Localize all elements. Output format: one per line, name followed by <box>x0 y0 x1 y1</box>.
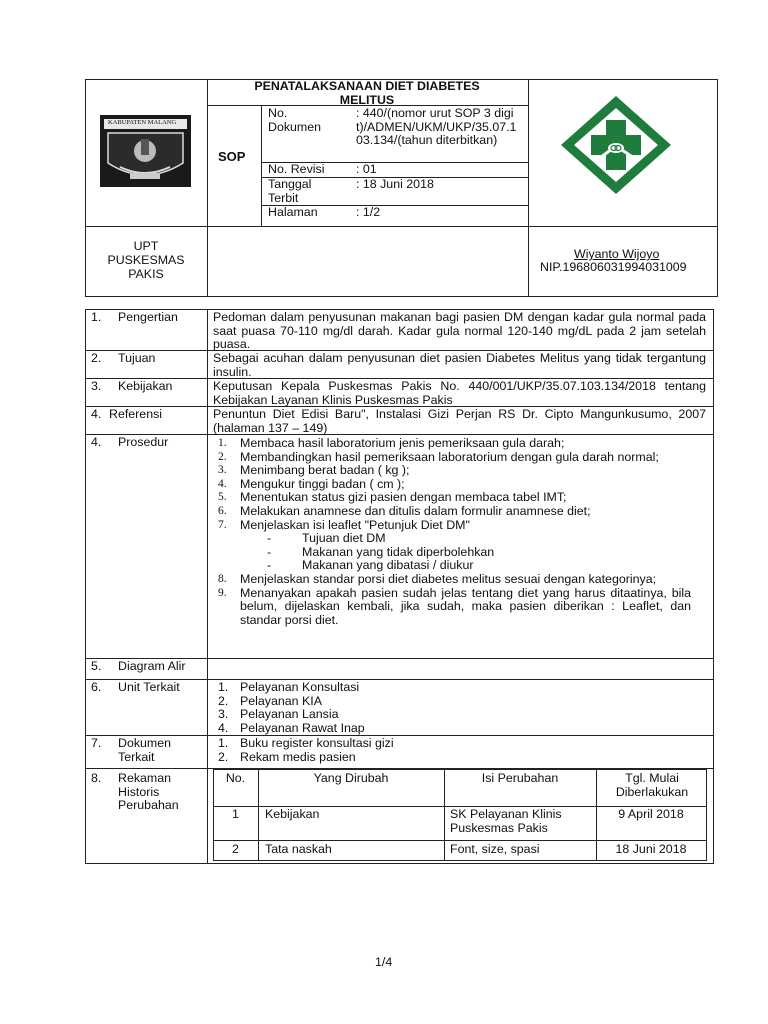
history-cell-tgl: 9 April 2018 <box>618 807 684 821</box>
document-title: PENATALAKSANAAN DIET DIABETES MELITUS <box>254 79 480 107</box>
field-halaman-value: : 1/2 <box>356 205 381 219</box>
field-no-revisi-value: : 01 <box>356 162 377 176</box>
history-cell-isi-perubahan: Font, size, spasi <box>450 842 540 856</box>
field-tanggal-terbit-label: Tanggal Terbit <box>268 177 312 205</box>
prosedur-step: 4. Mengukur tinggi badan ( cm ); <box>218 476 405 491</box>
list-item: 1. Buku register konsultasi gizi <box>218 736 394 750</box>
row-pengertian-num: 1. <box>91 310 102 324</box>
row-tujuan-label: Tujuan <box>118 351 156 365</box>
field-no-revisi-label: No. Revisi <box>268 162 325 176</box>
kabupaten-malang-logo <box>100 115 191 187</box>
list-item: 1. Pelayanan Konsultasi <box>218 680 360 694</box>
row-referensi-num: 4. <box>91 407 102 421</box>
dokumen-terkait-list <box>213 737 691 764</box>
list-item: 4. Pelayanan Rawat Inap <box>218 720 365 735</box>
signer-nip: NIP.196806031994031009 <box>540 260 687 274</box>
history-cell-no: 1 <box>232 807 239 821</box>
row-referensi-label: Referensi <box>109 407 163 421</box>
prosedur-step: 6. Melakukan anamnese dan ditulis dalam formulir anamnese diet; <box>218 503 591 518</box>
history-cell-yang-dirubah: Kebijakan <box>265 807 320 821</box>
history-header-yang-dirubah: Yang Dirubah <box>313 771 389 785</box>
puskesmas-logo <box>557 92 675 199</box>
field-no-dokumen-label: No. Dokumen <box>268 106 322 134</box>
row-rekaman-label: Rekaman Historis Perubahan <box>118 771 179 813</box>
prosedur-step: 2. Membandingkan hasil pemeriksaan laboratorium dengan gula darah normal; <box>218 449 659 464</box>
org-name: UPT PUSKESMAS PAKIS <box>107 239 185 281</box>
prosedur-steps <box>213 437 691 627</box>
row-pengertian-text: Pedoman dalam penyusunan makanan bagi pasien DM dengan kadar gula normal pada saat puasa 70-110 mg/dl darah. Kadar gula normal 120-140 mg/dL pada 2 jam setelah puasa. <box>213 310 706 352</box>
list-item: 2. Pelayanan KIA <box>218 693 322 708</box>
row-prosedur-num: 4. <box>91 435 102 449</box>
prosedur-step: 3. Menimbang berat badan ( kg ); <box>218 463 410 478</box>
row-dokumen-label: Dokumen Terkait <box>118 736 172 764</box>
row-rekaman-num: 8. <box>91 771 102 785</box>
prosedur-step: 7. Menjelaskan isi leaflet "Petunjuk Diet DM" - Tujuan diet DM - Makanan yang tidak diperbolehkan - Makanan yang dibatasi / diukur <box>213 519 691 573</box>
row-unit-num: 6. <box>91 680 102 694</box>
prosedur-step: 5. Menentukan status gizi pasien dengan membaca tabel IMT; <box>218 490 567 505</box>
prosedur-step: 8. Menjelaskan standar porsi diet diabetes melitus sesuai dengan kategorinya; <box>218 571 657 586</box>
history-header-no: No. <box>225 771 246 785</box>
unit-terkait-list <box>213 681 691 735</box>
history-cell-yang-dirubah: Tata naskah <box>265 842 332 856</box>
history-header-isi-perubahan: Isi Perubahan <box>481 771 559 785</box>
row-unit-label: Unit Terkait <box>118 680 180 694</box>
history-cell-tgl: 18 Juni 2018 <box>615 842 687 856</box>
prosedur-step: 1. Membaca hasil laboratorium jenis pemeriksaan gula darah; <box>218 436 565 450</box>
history-header-tgl-mulai: Tgl. Mulai Diberlakukan <box>615 771 689 799</box>
prosedur-sub-item: - Makanan yang tidak diperbolehkan <box>267 544 495 559</box>
left-logo-caption: KABUPATEN MALANG <box>108 119 177 126</box>
row-tujuan-num: 2. <box>91 351 102 365</box>
list-item: 3. Pelayanan Lansia <box>218 707 339 722</box>
prosedur-sub-item: - Makanan yang dibatasi / diukur <box>267 558 474 573</box>
row-pengertian-label: Pengertian <box>118 310 178 324</box>
row-kebijakan-label: Kebijakan <box>118 379 173 393</box>
row-kebijakan-num: 3. <box>91 379 102 393</box>
field-no-dokumen-value: : 440/(nomor urut SOP 3 digit)/ADMEN/UKM/UKP/35.07.103.134/(tahun diterbitkan) <box>356 106 517 148</box>
history-cell-isi-perubahan: SK Pelayanan Klinis Puskesmas Pakis <box>450 807 562 835</box>
field-halaman-label: Halaman <box>268 205 318 219</box>
row-diagram-num: 5. <box>91 659 102 673</box>
page-number: 1/4 <box>375 955 393 969</box>
sop-label: SOP <box>218 149 246 164</box>
signer-name: Wiyanto Wijoyo <box>574 247 660 261</box>
list-item: 2. Rekam medis pasien <box>218 749 356 764</box>
history-cell-no: 2 <box>232 842 239 856</box>
prosedur-step: 9. Menanyakan apakah pasien sudah jelas tentang diet yang harus ditaatinya, bila belum, dijelaskan kembali, jika sudah, maka pasien diberikan : Leaflet, dan standar porsi diet. <box>218 585 691 627</box>
row-prosedur-label: Prosedur <box>118 435 169 449</box>
row-tujuan-text: Sebagai acuhan dalam penyusunan diet pasien Diabetes Melitus yang tidak tergantung insulin. <box>213 351 706 379</box>
row-referensi-text: Penuntun Diet Edisi Baru", Instalasi Gizi Perjan RS Dr. Cipto Mangunkusumo, 2007 (halaman 137 – 149) <box>213 407 706 435</box>
field-tanggal-terbit-value: : 18 Juni 2018 <box>356 177 434 191</box>
prosedur-sub-item: - Tujuan diet DM <box>267 531 386 546</box>
row-diagram-label: Diagram Alir <box>118 659 186 673</box>
row-kebijakan-text: Keputusan Kepala Puskesmas Pakis No. 440/001/UKP/35.07.103.134/2018 tentang Kebijakan Layanan Klinis Puskesmas Pakis <box>213 379 706 407</box>
row-dokumen-num: 7. <box>91 736 102 750</box>
